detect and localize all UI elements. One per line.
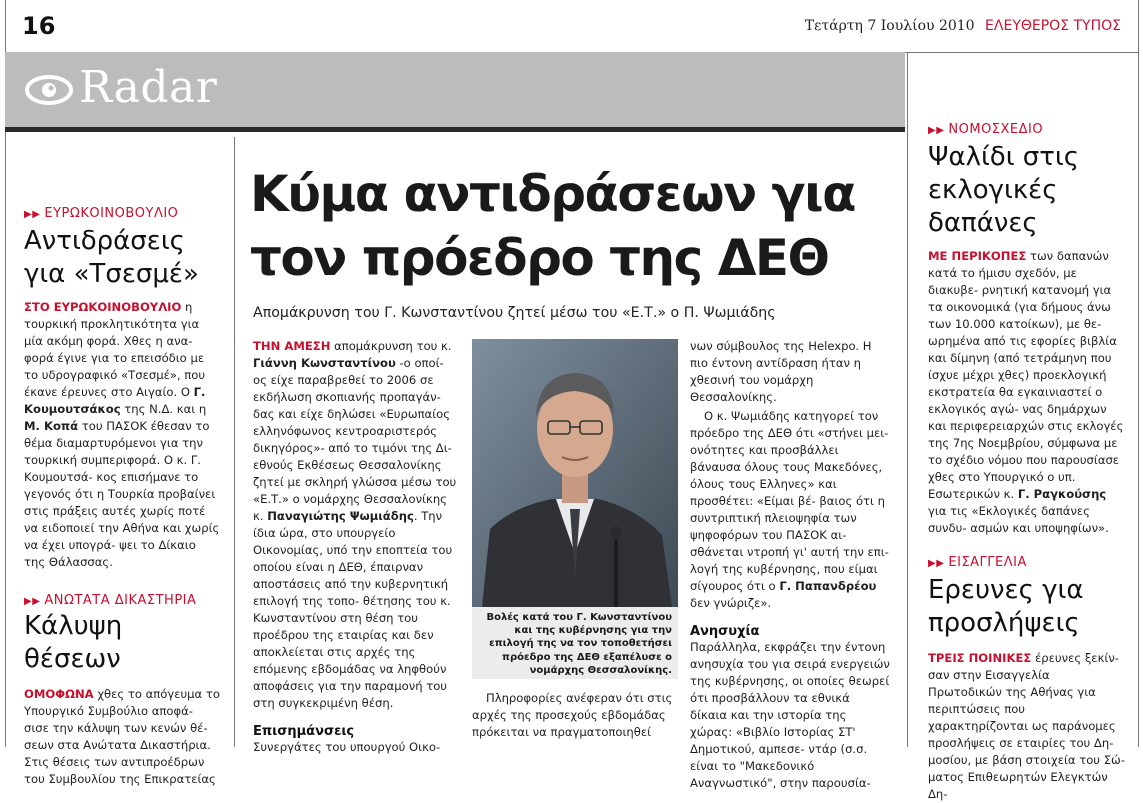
main-subtitle: Απομάκρυνση του Γ. Κωνσταντίνου ζητεί μέσω του «Ε.Τ.» ο Π. Ψωμιάδης	[253, 305, 776, 321]
article-body: νων σύμβουλος της Helexpo. Η πιο έντονη αντίδραση ήταν η χθεσινή του νομάρχη Θεσσαλονίκης.	[690, 339, 872, 404]
article-body: ΜΕ ΠΕΡΙΚΟΠΕΣ των δαπανών κατά το ήμισυ σχεδόν, με διακυβε- ρνητική κατανομή για τα οικονομικά (για δήμους άνω των 10.000 κατοίκων), με θε- ωρημένα από τις εφορίες βιβλία και δίμηνη (από τετράμηνη που ίσχυε μέχρι χθες) προεκλογική εκστρατεία θα εγκαινιαστεί ο εκλογικός αγώ- νας δημάρχων και περιφερειαρχών στις εκλογές της 7ης Νοεμβρίου, σύμφωνα με το σχέδιο νόμου που παρουσίασε χθες στο Υπουργικό ο υπ. Εσωτερικών κ. Γ. Ραγκούσης για τις «Εκλογικές δαπάνες συνδυ- ασμών και υποψηφίων».	[928, 249, 1124, 535]
eye-icon	[25, 74, 73, 106]
section-title: Radar	[79, 62, 218, 113]
article-kicker: ▶▶ ΕΙΣΑΓΓΕΛΙΑ	[928, 555, 1027, 570]
article-body: ΣΤΟ ΕΥΡΩΚΟΙΝΟΒΟΥΛΙΟ η τουρκική προκλητικότητα για μία ακόμη φορά. Χθες η ανα- φορά έγινε για το επεισόδιο με το υδρογραφικό «Τσεσμέ», που έκανε έρευνες στο Αιγαίο. Ο Γ. Κουμουτσάκος της Ν.Δ. και η Μ. Κοπά του ΠΑΣΟΚ έθεσαν το θέμα διαμαρτυρόμενοι για την τουρκική συμπεριφορά. Ο κ. Γ. Κουμουτσά- κος επισήμανε το γεγονός ότι η Τουρκία προβαίνει στις πράξεις αυτές χωρίς ποτέ να ειδοποιεί την Αθήνα και χωρίς να έχει υπογρά- ψει το Δίκαιο της Θάλασσας.	[24, 300, 220, 569]
article-body: Συνεργάτες του υπουργού Οικο-	[253, 740, 441, 754]
portrait-photo	[472, 339, 678, 607]
article-kicker: ▶▶ ΝΟΜΟΣΧΕΔΙΟ	[928, 122, 1044, 137]
main-column-3	[690, 338, 890, 792]
article-body: ΟΜΟΦΩΝΑ χθες το απόγευμα το Υπουργικό Συμβούλιο αποφά- σισε την κάλυψη των κενών θέ- σεων στα Ανώτατα Δικαστήρια. Στις θέσεις των αντιπροέδρων του Συμβουλίου της Επικρατείας	[24, 687, 220, 786]
right-column	[928, 122, 1126, 803]
page-frame-right	[1138, 0, 1139, 747]
main-column-2	[472, 690, 678, 741]
article-body: Πληροφορίες ανέφεραν ότι στις αρχές της προσεχούς εβδομάδας πρόκειται να πραγματοποιηθεί	[472, 691, 673, 739]
article-body: Παράλληλα, εκφράζει την έντονη ανησυχία του για σειρά ενεργειών της κυβέρνησης, οι οποίες θεωρεί ότι προσβάλλουν τα εθνικά δίκαια και την ιστορία της χώρας: «Βιβλίο Ιστορίας ΣΤ' Δημοτικού, αμπεσε- ντάρ (σ.σ. είναι το "Μακεδονικό Αναγνωστικό", στην παρουσία-	[690, 640, 890, 790]
article-headline: Ψαλίδι στις εκλογικές δαπάνες	[928, 142, 1079, 238]
left-column	[24, 206, 220, 788]
article-body: ΤΡΕΙΣ ΠΟΙΝΙΚΕΣ έρευνες ξεκίν- σαν στην Εισαγγελία Πρωτοδικών της Αθήνας για περιπτώσεις που χαρακτηρίζονται ως παράνομες προσλήψεις σε εταιρίες του Δη- μοσίου, με βάση στοιχεία του Σώ- ματος Επιθεωρητών Ελεγκτών Δη-	[928, 651, 1125, 801]
article-body: Ο κ. Ψωμιάδης κατηγορεί τον πρόεδρο της ΔΕΘ ότι «στήνει μει- ονότητες και προσβάλλει βάναυσα όλους τους Μακεδόνες, όλους τους Ελληνες» και προσθέτει: «Είμαι βέ- βαιος ότι η συντριπτική πλειοψηφία των ψηφοφόρων του ΠΑΣΟΚ αι- σθάνεται ντροπή γι' αυτή την επι- λογή της κυβέρνησης, που είμαι σίγουρος ότι ο Γ. Παπανδρέου δεν γνώριζε».	[690, 409, 889, 610]
column-divider-right	[907, 52, 908, 747]
article-photo	[472, 339, 678, 679]
column-divider-left	[234, 137, 235, 747]
article-headline: Κάλυψη θέσεων	[24, 611, 123, 674]
main-headline: Κύμα αντιδράσεων για τον πρόεδρο της ΔΕΘ	[250, 165, 855, 287]
article-headline: Αντιδράσεις για «Τσεσμέ»	[24, 226, 199, 289]
header-info	[805, 18, 1121, 34]
page-number: 16	[22, 12, 56, 40]
section-banner	[5, 52, 905, 132]
article-subhead: Ανησυχία	[690, 624, 760, 639]
article-kicker: ▶▶ ΑΝΩΤΑΤΑ ΔΙΚΑΣΤΗΡΙΑ	[24, 593, 197, 608]
article-kicker: ▶▶ ΕΥΡΩΚΟΙΝΟΒΟΥΛΙΟ	[24, 206, 179, 221]
page-header	[0, 0, 1143, 52]
main-column-1	[253, 338, 457, 756]
photo-caption: Βολές κατά του Γ. Κωνσταντίνου και της κυβέρνησης για την επιλογή της να τον τοποθετήσει πρόεδρο της ΔΕΘ εξαπέλυσε ο νομάρχης Θεσσαλονίκης.	[472, 607, 678, 679]
article-body: ΤΗΝ ΑΜΕΣΗ απομάκρυνση του κ. Γιάννη Κωνσταντίνου -ο οποί- ος είχε παραβρεθεί το 2006 σε εκδήλωση σκοπιανής προπαγάν- δας και είχε δηλώσει «Ευρωπαίος ελληνόφωνος κεντροαριστερός δικηγόρος»- από το τιμόνι της Δι- εθνούς Εκθέσεως Θεσσαλονίκης ζητεί με σκληρή γλώσσα μέσω του «Ε.Τ.» ο νομάρχης Θεσσαλονίκης κ. Παναγιώτης Ψωμιάδης. Την ίδια ώρα, στο υπουργείο Οικονομίας, υπό την εποπτεία του οποίου είναι η ΔΕΘ, έπαιρναν αποστάσεις από την κυβερνητική επιλογή της τοπο- θέτησης του κ. Κωνσταντίνου στη θέση του προέδρου της εταιρίας και δεν αποκλείεται στις αρχές της επόμενης εβδομάδας να ληφθούν αποφάσεις για την παραμονή του στη συγκεκριμένη θέση.	[253, 339, 457, 710]
article-headline: Ερευνες για προσλήψεις	[928, 575, 1084, 638]
issue-date: Τετάρτη 7 Ιουλίου 2010	[804, 18, 975, 34]
newspaper-name: ΕΛΕΥΘΕΡΟΣ ΤΥΠΟΣ	[985, 18, 1121, 34]
article-subhead: Επισημάνσεις	[253, 724, 355, 739]
